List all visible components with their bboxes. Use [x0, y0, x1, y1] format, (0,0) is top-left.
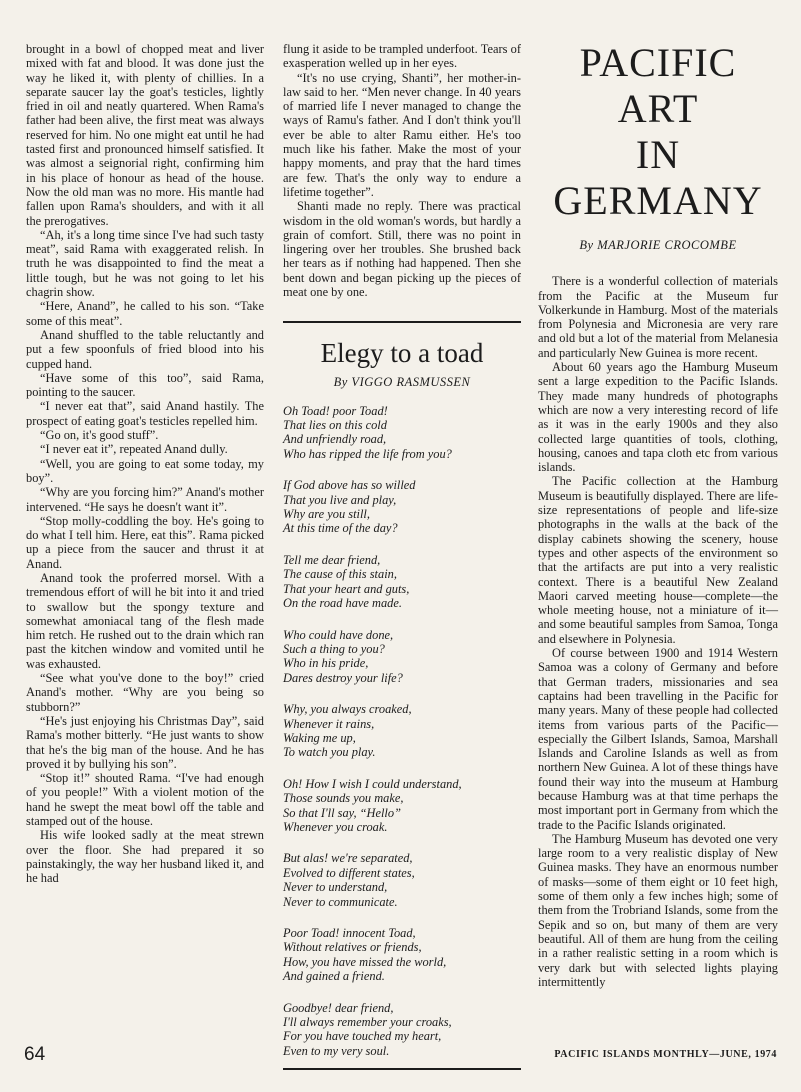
story-paragraph: Anand took the proferred morsel. With a tremendous effort of will he bit into it and tried to swallow but the spongy texture and somewhat amoniacal tang of the flesh made him retch. He rushed out to the drain which ran past the kitchen window and vomited until he was exhausted. — [26, 570, 264, 671]
poem-line: Never to communicate. — [283, 894, 398, 909]
poem-line: And unfriendly road, — [283, 432, 387, 447]
poem-stanza — [283, 404, 521, 462]
section-divider — [283, 1068, 521, 1070]
article-paragraph: About 60 years ago the Hamburg Museum sent a large expedition to the Pacific Islands. They made many hundreds of photographs which are now a very interesting record of life as it was in the early 1900s and they also collected large quantities of tools, clothing, housing, canoes and tapa cloth etc from various islands. — [538, 360, 778, 475]
story-paragraph: “It's no use crying, Shanti”, her mother-in-law said to her. “Men never change. In 40 years of married life I never managed to change the ways of Ramu's father. And I don't think you'll ever be able to alter Ramu either. He's too much like his father. Make the most of your happy moments, and pray that the hard times are few. That's the only way to endure a lifetime together”. — [283, 70, 521, 199]
poem-line: Never to understand, — [283, 880, 388, 895]
story-paragraph: Anand shuffled to the table reluctantly and put a few spoonfuls of fried blood into his cupped hand. — [26, 327, 264, 371]
article-title-line: IN GERMANY — [553, 132, 763, 223]
story-paragraph: flung it aside to be trampled underfoot. Tears of exasperation welled up in her eyes. — [283, 42, 521, 71]
poem-line: Even to my very soul. — [283, 1043, 390, 1058]
story-paragraph: “Why are you forcing him?” Anand's mother intervened. “He says he doesn't want it”. — [26, 485, 264, 514]
poem-stanza — [283, 926, 521, 984]
poem-line: Poor Toad! innocent Toad, — [283, 926, 416, 941]
article-byline: By MARJORIE CROCOMBE — [579, 238, 737, 252]
story-paragraph: brought in a bowl of chopped meat and liver mixed with fat and blood. It was done just the way he liked it, with plenty of chillies. In a separate saucer lay the goat's testicles, lightly fried in oil and neatly quartered. When Rama's father had been alive, the first meat was always reserved for him. No one might eat until he had tasted first and pronounced himself satisfied. It was almost a seignorial right, confirming him in his place of honour as head of the house. Now the old man was no more. His mantle had fallen upon Rama's shoulders, and with it all the prerogatives. — [26, 42, 264, 228]
poem-line: Oh! How I wish I could understand, — [283, 776, 462, 791]
section-divider — [283, 321, 521, 323]
poem-line: If God above has so willed — [283, 478, 416, 493]
poem-line: Goodbye! dear friend, — [283, 1000, 394, 1015]
story-paragraph: “I never eat that”, said Anand hastily. The prospect of eating goat's testicles repelled him. — [26, 399, 264, 428]
poem-line: So that I'll say, “Hello” — [283, 805, 401, 820]
poem-line: I'll always remember your croaks, — [283, 1015, 452, 1030]
page-number: 64 — [24, 1044, 46, 1065]
article-title — [538, 40, 778, 224]
poem-line: Oh Toad! poor Toad! — [283, 403, 388, 418]
poem-line: Whenever you croak. — [283, 819, 388, 834]
poem-byline: By VIGGO RASMUSSEN — [333, 375, 471, 390]
poem-line: Who in his pride, — [283, 656, 369, 671]
poem-line: Dares destroy your life? — [283, 670, 403, 685]
poem-line: How, you have missed the world, — [283, 954, 447, 969]
poem-title: Elegy to a toad — [320, 338, 484, 369]
poem-line: At this time of the day? — [283, 521, 398, 536]
article-paragraph: The Pacific collection at the Hamburg Museum is beautifully displayed. There are life-size representations of people and life-size photographs in the walls at the back of the display cabinets showing the scenery, house types and other aspects of the environment so that the artifacts are put into a very realistic context. There is a beautiful New Zealand Maori carved meeting house—complete—the whole meeting house, not a miniature of it—and some beautiful samples from Samoa, Tonga and elsewhere in Polynesia. — [538, 474, 778, 646]
poem-stanza — [283, 777, 521, 835]
article-column-right — [538, 40, 778, 989]
story-paragraph: “Have some of this too”, said Rama, pointing to the saucer. — [26, 370, 264, 400]
article-paragraph: There is a wonderful collection of materials from the Pacific at the Museum fur Volkerkunde in Hamburg. Most of the materials from Polynesia and Micronesia are very rare and old but a lot of the material from Melanesia and particularly New Guinea is more recent. — [538, 274, 778, 360]
story-paragraph: “Here, Anand”, he called to his son. “Take some of this meat”. — [26, 299, 264, 328]
poem-line: Waking me up, — [283, 730, 356, 745]
poem-stanza — [283, 628, 521, 686]
poem-line: Why, you always croaked, — [283, 702, 412, 717]
poem-line: For you have touched my heart, — [283, 1029, 442, 1044]
story-paragraph: “I never eat it”, repeated Anand dully. — [40, 442, 228, 457]
poem-line: Whenever it rains, — [283, 716, 375, 731]
poem-line: But alas! we're separated, — [283, 851, 413, 866]
poem-stanza — [283, 478, 521, 536]
poem-line: And gained a friend. — [283, 969, 385, 984]
story-paragraph: “He's just enjoying his Christmas Day”, said Rama's mother bitterly. “He just wants to show that he's the big man of the house. And he has proved it by bullying his son”. — [26, 713, 264, 771]
poem-line: To watch you play. — [283, 745, 376, 760]
article-paragraph: Of course between 1900 and 1914 Western Samoa was a colony of Germany and before that German traders, missionaries and sea captains had been travelling in the Pacific for many years. Many of these people had collected items from various parts of the Pacific—especially the Gilbert Islands, Samoa, Marshall Islands and Caroline Islands as well as from northern New Guinea. A lot of these things have found their way into the museum at Hamburg because Hamburg was at that time perhaps the most important port in Germany from which the trade to the Pacific Islands originated. — [538, 646, 778, 832]
poem-line: Why are you still, — [283, 507, 370, 522]
article-title-line: PACIFIC ART — [579, 40, 737, 131]
poem-line: Tell me dear friend, — [283, 552, 381, 567]
running-footer: PACIFIC ISLANDS MONTHLY—JUNE, 1974 — [554, 1049, 777, 1060]
poem-line: Without relatives or friends, — [283, 940, 422, 955]
story-paragraph: “Stop molly-coddling the boy. He's going to do what I tell him. Here, eat this”. Rama picked up a piece from the saucer and thrust it at Anand. — [26, 513, 264, 571]
story-paragraph: “Ah, it's a long time since I've had such tasty meat”, said Rama with exaggerated relish. In truth he was disappointed to find the meat a little tough, but he was not going to let his chagrin show. — [26, 227, 264, 300]
poem-line: Evolved to different states, — [283, 865, 415, 880]
story-column-left — [26, 42, 264, 886]
poem-line: That your heart and guts, — [283, 581, 410, 596]
article-paragraph: The Hamburg Museum has devoted one very large room to a very realistic display of New Guinea masks. They have an enormous number of masks—some of them eight or 10 feet high, some of them only a few inches high; some of them from the Trobriand Islands, some from the Sepik and so on, but many of them are very beautiful. All of them are hung from the ceiling in a rather realistic setting in a room which is very dark but with selected lights playing intermittently — [538, 831, 778, 989]
poem-line: Those sounds you make, — [283, 791, 404, 806]
story-paragraph: “See what you've done to the boy!” cried Anand's mother. “Why are you being so stubborn?” — [26, 671, 264, 714]
story-paragraph: Shanti made no reply. There was practical wisdom in the old woman's words, but hardly a grain of comfort. Still, there was no point in lingering over her troubles. She brushed back her tears as if nothing had happened. Then she bent down and began picking up the pieces of meat one by one. — [283, 199, 521, 300]
poem-line: Who could have done, — [283, 627, 394, 642]
story-paragraph: “Go on, it's good stuff”. — [40, 428, 159, 443]
poem-stanza — [283, 851, 521, 909]
poem-stanza — [283, 1001, 521, 1059]
poem-line: The cause of this stain, — [283, 567, 397, 582]
story-paragraph: “Stop it!” shouted Rama. “I've had enough of you people!” With a violent motion of the hand he swept the meat bowl off the table and stamped out of the house. — [26, 771, 264, 829]
poem-stanza — [283, 553, 521, 611]
poem-line: On the road have made. — [283, 596, 402, 611]
poem-line: Who has ripped the life from you? — [283, 446, 452, 461]
poem-line: That lies on this cold — [283, 418, 387, 433]
middle-column — [283, 42, 521, 1070]
story-paragraph: His wife looked sadly at the meat strewn over the floor. She had prepared it so painstakingly, the way her husband liked it, and he had — [26, 828, 264, 886]
story-paragraph: “Well, you are going to eat some today, my boy”. — [26, 456, 264, 485]
poem-stanza — [283, 702, 521, 760]
poem-line: That you live and play, — [283, 492, 397, 507]
poem-line: Such a thing to you? — [283, 641, 385, 656]
